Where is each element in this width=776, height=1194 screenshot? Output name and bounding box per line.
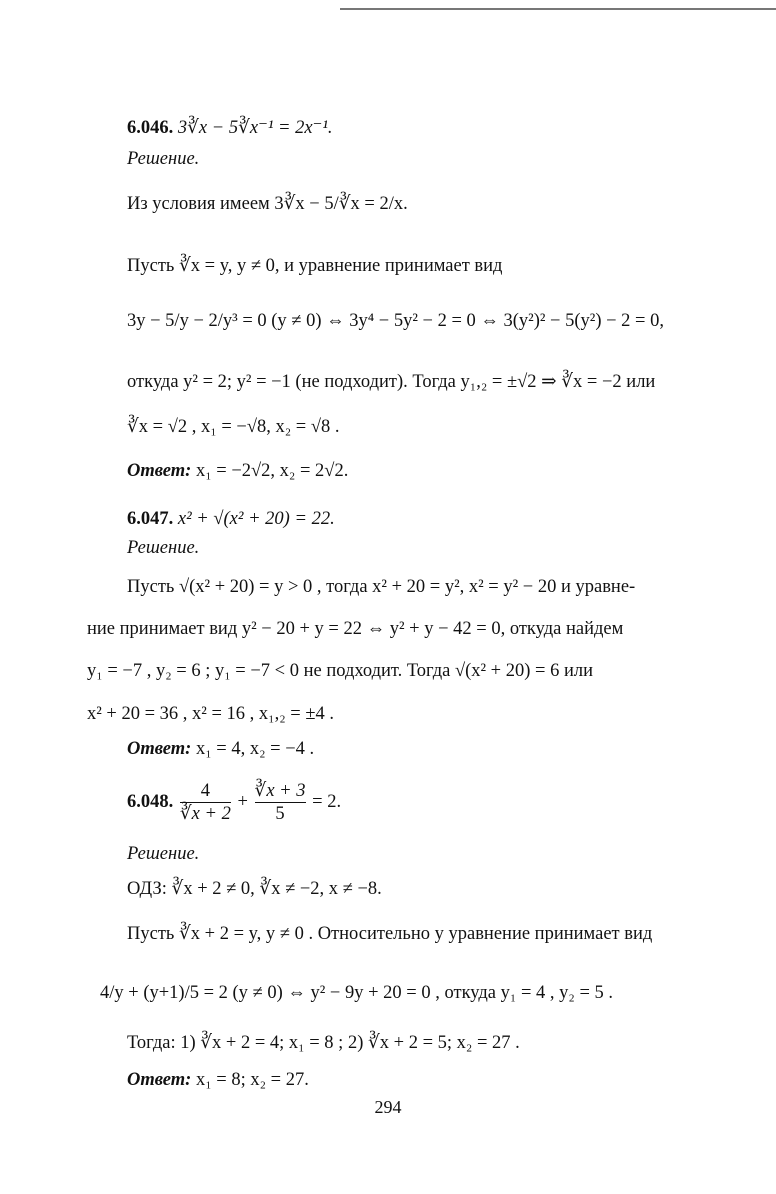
solution-line: ние принимает вид y² − 20 + y = 22 ⇔ y² + y − 42 = 0, откуда найдем xyxy=(87,619,624,639)
answer-label: Ответ: xyxy=(127,1070,192,1090)
problem-equation: 3∛x − 5∛x⁻¹ = 2x⁻¹. xyxy=(177,118,333,138)
top-border-line xyxy=(340,8,776,10)
solution-line: Пусть √(x² + 20) = y > 0 , тогда x² + 20 = y², x² = y² − 20 и уравне- xyxy=(127,577,636,597)
solution-line: Тогда: 1) ∛x + 2 = 4; x₁ = 8 ; 2) ∛x + 2 = 5; x₂ = 27 . xyxy=(127,1033,520,1053)
problem-equation: x² + √(x² + 20) = 22. xyxy=(177,509,335,529)
problem-6-046-header xyxy=(127,116,333,140)
problem-6-048-header: 6.048. $\frac{4}{∛x + 2}$ + $\frac{∛x + 3}{5}$ = 2. xyxy=(127,781,342,824)
solution-line: ОДЗ: ∛x + 2 ≠ 0, ∛x ≠ −2, x ≠ −8. xyxy=(127,879,382,899)
solution-line: откуда y² = 2; y² = −1 (не подходит). Тогда y₁,₂ = ±√2 ⇒ ∛x = −2 или xyxy=(127,372,656,392)
fraction-numerator: ∛x + 3 xyxy=(254,781,306,801)
problem-6-047-header xyxy=(127,507,335,531)
solution-line: 4/y + (y+1)/5 = 2 (y ≠ 0) ⇔ y² − 9y + 20 = 0 , откуда y₁ = 4 , y₂ = 5 . xyxy=(100,983,614,1003)
answer-value: x₁ = 4, x₂ = −4 . xyxy=(195,739,315,759)
solution-label: Решение. xyxy=(127,538,200,558)
solution-line: Пусть ∛x + 2 = y, y ≠ 0 . Относительно y уравнение принимает вид xyxy=(127,924,653,944)
answer-label: Ответ: xyxy=(127,739,192,759)
answer-line xyxy=(127,459,348,483)
solution-line: Из условия имеем 3∛x − 5/∛x = 2/x. xyxy=(127,194,408,214)
solution-line: Пусть ∛x = y, y ≠ 0, и уравнение принимает вид xyxy=(127,256,503,276)
answer-label: Ответ: xyxy=(127,461,192,481)
solution-label: Решение. xyxy=(127,844,200,864)
page-number: 294 xyxy=(374,1097,402,1117)
solution-label: Решение. xyxy=(127,149,200,169)
answer-value: x₁ = −2√2, x₂ = 2√2. xyxy=(195,461,349,481)
problem-number: 6.047. xyxy=(127,509,174,529)
solution-line: y₁ = −7 , y₂ = 6 ; y₁ = −7 < 0 не подходит. Тогда √(x² + 20) = 6 или xyxy=(87,661,593,681)
answer-line xyxy=(127,1068,309,1092)
equation-rhs: = 2. xyxy=(312,792,342,812)
answer-line xyxy=(127,737,314,761)
answer-value: x₁ = 8; x₂ = 27. xyxy=(195,1070,309,1090)
fraction-numerator: 4 xyxy=(200,781,210,801)
solution-line: x² + 20 = 36 , x² = 16 , x₁,₂ = ±4 . xyxy=(87,704,335,724)
problem-number: 6.048. xyxy=(127,792,174,812)
problem-number: 6.046. xyxy=(127,118,174,138)
fraction xyxy=(255,780,306,825)
fraction xyxy=(180,780,231,825)
solution-line: ∛x = √2 , x₁ = −√8, x₂ = √8 . xyxy=(127,417,340,437)
fraction-denominator: ∛x + 2 xyxy=(179,804,231,824)
fraction-denominator: 5 xyxy=(255,802,306,825)
solution-line: 3y − 5/y − 2/y³ = 0 (y ≠ 0) ⇔ 3y⁴ − 5y² − 2 = 0 ⇔ 3(y²)² − 5(y²) − 2 = 0, xyxy=(127,311,664,331)
